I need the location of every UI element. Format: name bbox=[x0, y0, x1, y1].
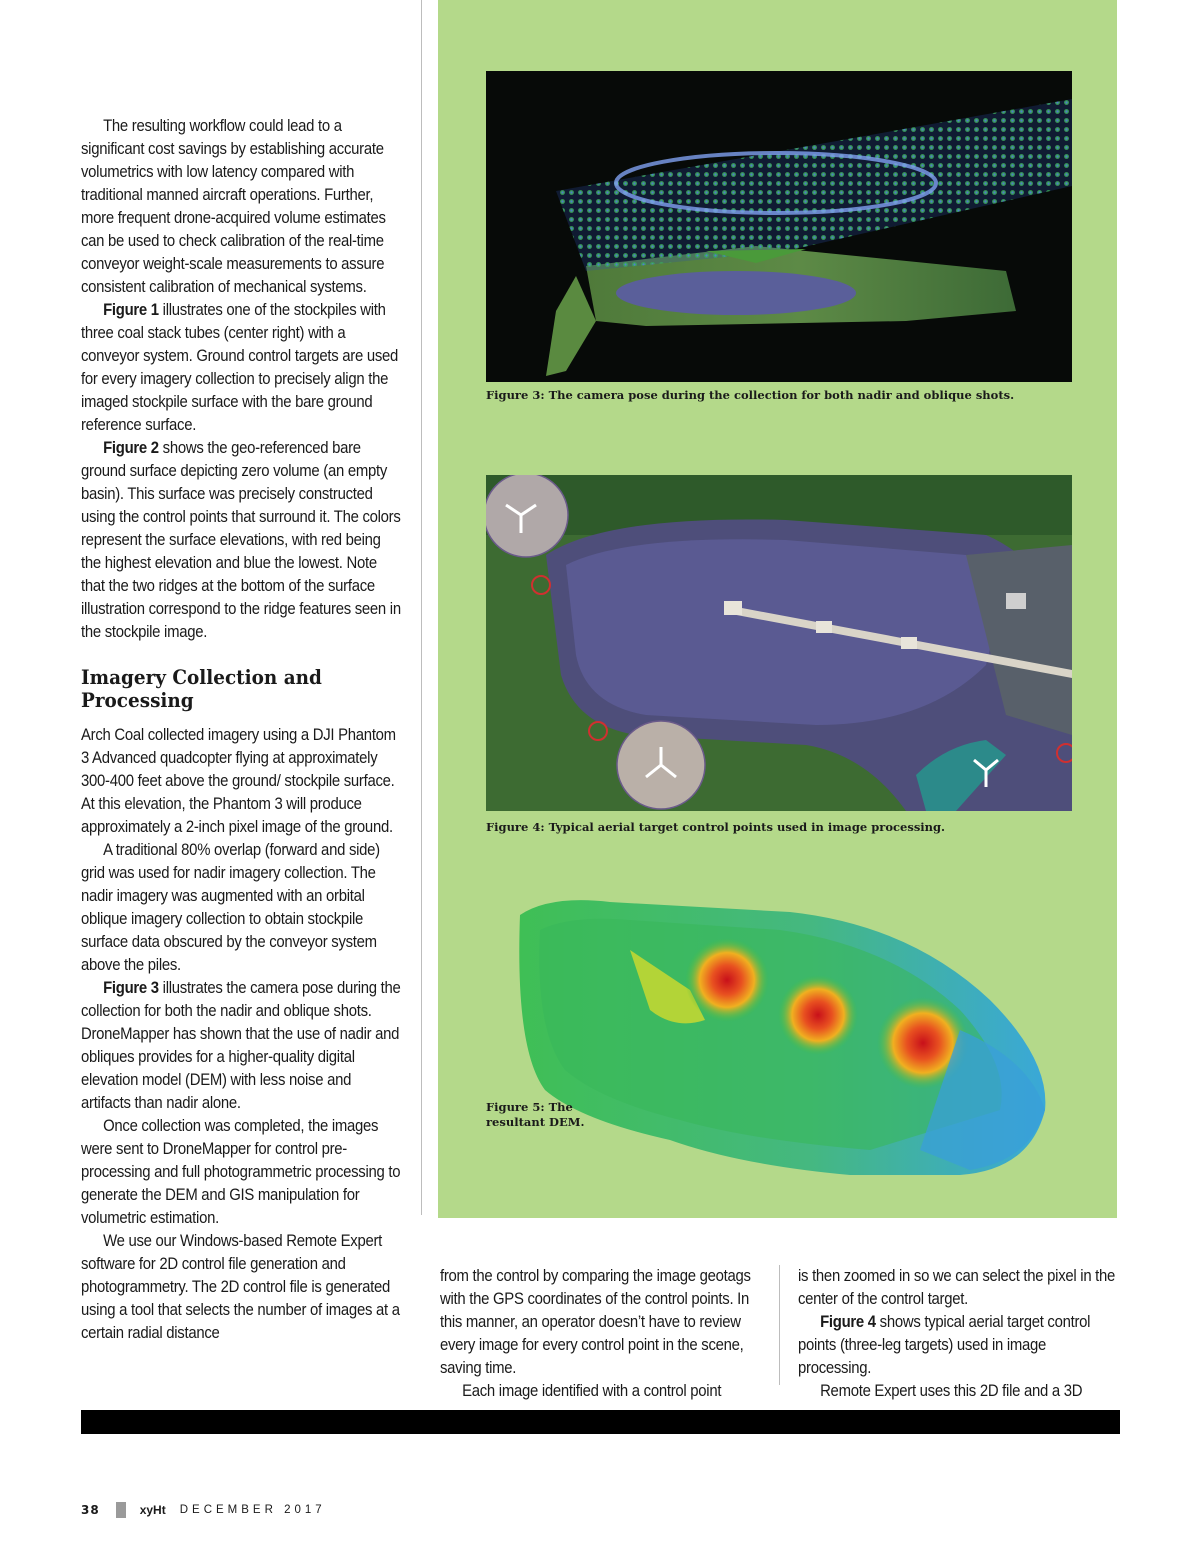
paragraph: Figure 1 illustrates one of the stockpiles with three coal stack tubes (center right) with a conveyor system. Ground control targets are used for every imagery collection to precisely align the imaged stockpile surface with the bare ground reference surface. bbox=[81, 301, 399, 434]
paragraph: The resulting workflow could lead to a significant cost savings by establishing accurate volumetrics with low latency compared with traditional manned aircraft operations. Further, more frequent drone-acquired volume estimates can be used to check calibration of the real-time conveyor weight-scale measurements to assure consistent calibration of mechanical systems. bbox=[81, 117, 386, 296]
figure-5-caption: Figure 5: The resultant DEM. bbox=[486, 1100, 585, 1129]
dem-illustration bbox=[490, 890, 1060, 1180]
paragraph: We use our Windows-based Remote Expert software for 2D control file generation and photogrammetry. The 2D control file is generated using a tool that selects the number of images at a certain radial distance bbox=[81, 1232, 400, 1342]
paragraph: Arch Coal collected imagery using a DJI Phantom 3 Advanced quadcopter flying at approximately 300-400 feet above the ground/ stockpile surface. At this elevation, the Phantom 3 will produce approximately a 2-inch pixel image of the ground. bbox=[81, 726, 396, 836]
camera-pose-illustration bbox=[486, 71, 1072, 382]
aerial-target-illustration bbox=[486, 475, 1072, 811]
magazine-brand: xyHt bbox=[139, 1503, 166, 1517]
section-heading: Imagery Collection and Processing bbox=[81, 665, 322, 712]
figure-reference: Figure 4 bbox=[820, 1313, 876, 1331]
figure-4-image bbox=[486, 475, 1072, 811]
middle-column bbox=[440, 1265, 771, 1403]
column-divider bbox=[421, 0, 422, 1215]
figure-3-image bbox=[486, 71, 1072, 382]
paragraph: is then zoomed in so we can select the pixel in the center of the control target. bbox=[798, 1267, 1116, 1308]
left-column bbox=[81, 115, 403, 1345]
footer-bar bbox=[81, 1410, 1120, 1434]
figure-5-image bbox=[490, 890, 1060, 1180]
paragraph: from the control by comparing the image geotags with the GPS coordinates of the control points. In this manner, an operator doesn’t have to review every image for every control point in the scene, saving time. bbox=[440, 1267, 751, 1377]
paragraph: Each image identified with a control point bbox=[462, 1382, 722, 1400]
page-footer bbox=[81, 1502, 326, 1518]
issue-date: DECEMBER 2017 bbox=[179, 1504, 326, 1516]
paragraph: Remote Expert uses this 2D file and a 3D bbox=[820, 1382, 1083, 1400]
figure-reference: Figure 3 bbox=[103, 979, 159, 997]
right-column bbox=[798, 1265, 1120, 1403]
figure-4-caption: Figure 4: Typical aerial target control points used in image processing. bbox=[486, 820, 946, 834]
paragraph: A traditional 80% overlap (forward and side) grid was used for nadir imagery collection. The nadir imagery was augmented with an orbital oblique imagery collection to obtain stockpile surface data obscured by the conveyor system above the piles. bbox=[81, 841, 380, 974]
page-number: 38 bbox=[81, 1503, 100, 1517]
figure-reference: Figure 1 bbox=[103, 301, 159, 319]
column-divider bbox=[779, 1265, 780, 1385]
paragraph: Figure 3 illustrates the camera pose during the collection for both the nadir and oblique shots. DroneMapper has shown that the use of nadir and obliques provides for a higher-quality digital elevation model (DEM) with less noise and artifacts than nadir alone. bbox=[81, 979, 401, 1112]
paragraph: Figure 2 shows the geo-referenced bare ground surface depicting zero volume (an empty basin). This surface was precisely constructed using the control points that surround it. The colors represent the surface elevations, with red being the highest elevation and blue the lowest. Note that the two ridges at the bottom of the surface illustration correspond to the ridge features seen in the stockpile image. bbox=[81, 439, 401, 641]
figure-reference: Figure 2 bbox=[103, 439, 159, 457]
figure-3-caption: Figure 3: The camera pose during the collection for both nadir and oblique shots. bbox=[486, 388, 1015, 402]
paragraph: Once collection was completed, the images were sent to DroneMapper for control pre-processing and full photogrammetric processing to generate the DEM and GIS manipulation for volumetric estimation. bbox=[81, 1117, 401, 1227]
paragraph: Figure 4 shows typical aerial target control points (three-leg targets) used in image processing. bbox=[798, 1313, 1091, 1377]
footer-square-icon bbox=[116, 1502, 126, 1518]
